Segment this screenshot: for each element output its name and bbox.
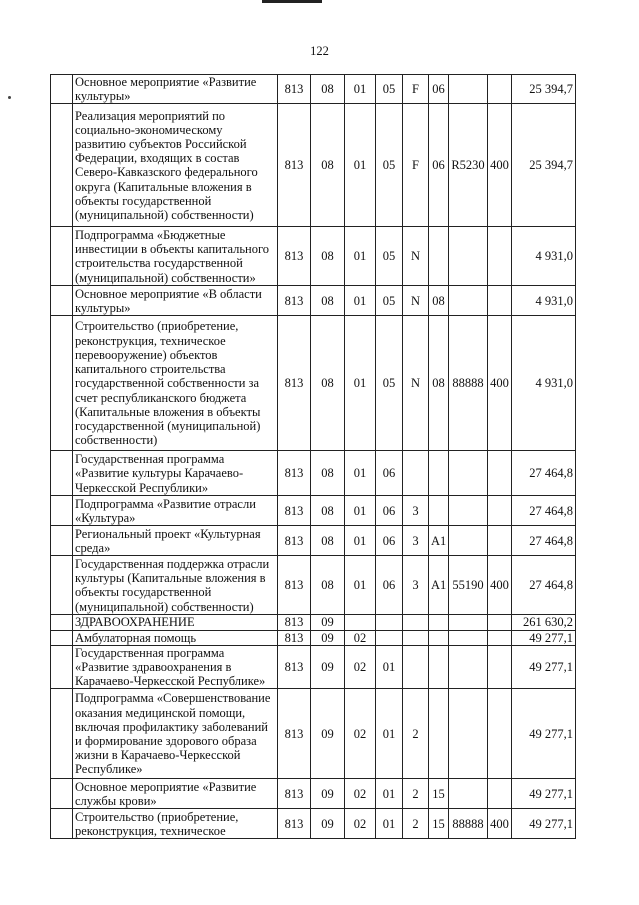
- expense-type-cell: [488, 227, 512, 286]
- amount-cell: 25 394,7: [512, 104, 576, 227]
- expense-type-cell: 400: [488, 316, 512, 451]
- event-cell: 08: [429, 316, 449, 451]
- subprogram-cell: F: [403, 104, 429, 227]
- section-cell: 09: [311, 809, 345, 839]
- expense-type-cell: [488, 615, 512, 630]
- amount-cell: 27 464,8: [512, 496, 576, 526]
- program-cell: 05: [376, 227, 403, 286]
- blank-cell: [51, 779, 73, 809]
- blank-cell: [51, 556, 73, 615]
- subsection-cell: 01: [345, 104, 376, 227]
- direction-cell: [449, 227, 488, 286]
- item-name-cell: Государственная программа «Развитие культуры Карачаево-Черкесской Республики»: [73, 451, 278, 496]
- item-name-cell: Подпрограмма «Совершенствование оказания медицинской помощи, включая профилактику заболеваний и формирование здорового образа жизни в Карачаево-Черкесской Республике»: [73, 689, 278, 779]
- expense-type-cell: [488, 645, 512, 689]
- program-cell: 01: [376, 809, 403, 839]
- blank-cell: [51, 630, 73, 645]
- amount-cell: 49 277,1: [512, 645, 576, 689]
- expense-type-cell: [488, 451, 512, 496]
- subprogram-cell: 2: [403, 809, 429, 839]
- subsection-cell: 01: [345, 526, 376, 556]
- grbs-cell: 813: [278, 316, 311, 451]
- table-row: [51, 645, 576, 689]
- scan-mark: [262, 0, 322, 3]
- subsection-cell: 01: [345, 286, 376, 316]
- subprogram-cell: N: [403, 227, 429, 286]
- program-cell: [376, 630, 403, 645]
- section-cell: 09: [311, 689, 345, 779]
- table-row: [51, 75, 576, 104]
- amount-cell: 27 464,8: [512, 451, 576, 496]
- direction-cell: [449, 645, 488, 689]
- event-cell: [429, 645, 449, 689]
- event-cell: [429, 496, 449, 526]
- item-name-cell: Строительство (приобретение, реконструкция, техническое: [73, 809, 278, 839]
- subsection-cell: [345, 615, 376, 630]
- section-cell: 09: [311, 630, 345, 645]
- table-row: [51, 630, 576, 645]
- subprogram-cell: 3: [403, 496, 429, 526]
- program-cell: 01: [376, 779, 403, 809]
- program-cell: 06: [376, 556, 403, 615]
- expense-type-cell: 400: [488, 556, 512, 615]
- expense-type-cell: [488, 630, 512, 645]
- amount-cell: 4 931,0: [512, 316, 576, 451]
- subprogram-cell: F: [403, 75, 429, 104]
- subsection-cell: 01: [345, 316, 376, 451]
- subprogram-cell: N: [403, 316, 429, 451]
- table-row: [51, 227, 576, 286]
- event-cell: 06: [429, 75, 449, 104]
- amount-cell: 49 277,1: [512, 809, 576, 839]
- item-name-cell: Основное мероприятие «Развитие культуры»: [73, 75, 278, 104]
- program-cell: 05: [376, 316, 403, 451]
- subsection-cell: 02: [345, 689, 376, 779]
- amount-cell: 49 277,1: [512, 779, 576, 809]
- item-name-cell: ЗДРАВООХРАНЕНИЕ: [73, 615, 278, 630]
- direction-cell: [449, 75, 488, 104]
- event-cell: [429, 615, 449, 630]
- item-name-cell: Подпрограмма «Бюджетные инвестиции в объекты капитального строительства государственной (муниципальной) собственности»: [73, 227, 278, 286]
- blank-cell: [51, 689, 73, 779]
- event-cell: 08: [429, 286, 449, 316]
- item-name-cell: Амбулаторная помощь: [73, 630, 278, 645]
- section-cell: 08: [311, 286, 345, 316]
- subsection-cell: 01: [345, 227, 376, 286]
- event-cell: [429, 227, 449, 286]
- event-cell: 15: [429, 779, 449, 809]
- grbs-cell: 813: [278, 689, 311, 779]
- grbs-cell: 813: [278, 451, 311, 496]
- grbs-cell: 813: [278, 496, 311, 526]
- item-name-cell: Строительство (приобретение, реконструкция, техническое перевооружение) объектов капитального строительства государственной собственности за счет республиканского бюджета (Капитальные вложения в объекты государственной (муниципальной) собственности): [73, 316, 278, 451]
- subprogram-cell: 2: [403, 779, 429, 809]
- event-cell: [429, 451, 449, 496]
- subsection-cell: 02: [345, 809, 376, 839]
- grbs-cell: 813: [278, 556, 311, 615]
- direction-cell: 88888: [449, 316, 488, 451]
- expense-type-cell: [488, 526, 512, 556]
- event-cell: A1: [429, 556, 449, 615]
- table-row: [51, 286, 576, 316]
- direction-cell: 88888: [449, 809, 488, 839]
- table-row: [51, 689, 576, 779]
- grbs-cell: 813: [278, 645, 311, 689]
- direction-cell: [449, 496, 488, 526]
- event-cell: 06: [429, 104, 449, 227]
- grbs-cell: 813: [278, 227, 311, 286]
- table-row: [51, 451, 576, 496]
- section-cell: 08: [311, 556, 345, 615]
- subsection-cell: 01: [345, 556, 376, 615]
- subprogram-cell: [403, 451, 429, 496]
- section-cell: 08: [311, 227, 345, 286]
- expense-type-cell: 400: [488, 104, 512, 227]
- section-cell: 08: [311, 496, 345, 526]
- grbs-cell: 813: [278, 630, 311, 645]
- subprogram-cell: N: [403, 286, 429, 316]
- program-cell: 06: [376, 451, 403, 496]
- grbs-cell: 813: [278, 75, 311, 104]
- amount-cell: 261 630,2: [512, 615, 576, 630]
- item-name-cell: Основное мероприятие «Развитие службы крови»: [73, 779, 278, 809]
- expense-type-cell: 400: [488, 809, 512, 839]
- program-cell: 05: [376, 75, 403, 104]
- event-cell: [429, 630, 449, 645]
- program-cell: 05: [376, 286, 403, 316]
- event-cell: [429, 689, 449, 779]
- direction-cell: [449, 689, 488, 779]
- blank-cell: [51, 104, 73, 227]
- expense-type-cell: [488, 779, 512, 809]
- direction-cell: [449, 630, 488, 645]
- amount-cell: 4 931,0: [512, 286, 576, 316]
- subsection-cell: 02: [345, 645, 376, 689]
- direction-cell: [449, 451, 488, 496]
- blank-cell: [51, 496, 73, 526]
- table-row: [51, 316, 576, 451]
- section-cell: 08: [311, 104, 345, 227]
- blank-cell: [51, 526, 73, 556]
- amount-cell: 27 464,8: [512, 526, 576, 556]
- blank-cell: [51, 75, 73, 104]
- section-cell: 08: [311, 526, 345, 556]
- grbs-cell: 813: [278, 104, 311, 227]
- budget-table: [50, 74, 576, 839]
- program-cell: 05: [376, 104, 403, 227]
- direction-cell: [449, 526, 488, 556]
- amount-cell: 49 277,1: [512, 689, 576, 779]
- item-name-cell: Региональный проект «Культурная среда»: [73, 526, 278, 556]
- grbs-cell: 813: [278, 526, 311, 556]
- table-row: [51, 104, 576, 227]
- subprogram-cell: [403, 615, 429, 630]
- program-cell: 01: [376, 689, 403, 779]
- section-cell: 08: [311, 75, 345, 104]
- direction-cell: [449, 286, 488, 316]
- table-row: [51, 556, 576, 615]
- program-cell: 06: [376, 496, 403, 526]
- program-cell: 06: [376, 526, 403, 556]
- direction-cell: R5230: [449, 104, 488, 227]
- direction-cell: 55190: [449, 556, 488, 615]
- scan-dot: [8, 96, 11, 99]
- subprogram-cell: 2: [403, 689, 429, 779]
- blank-cell: [51, 615, 73, 630]
- blank-cell: [51, 286, 73, 316]
- amount-cell: 25 394,7: [512, 75, 576, 104]
- grbs-cell: 813: [278, 779, 311, 809]
- event-cell: 15: [429, 809, 449, 839]
- subsection-cell: 01: [345, 451, 376, 496]
- section-cell: 08: [311, 316, 345, 451]
- blank-cell: [51, 451, 73, 496]
- blank-cell: [51, 316, 73, 451]
- item-name-cell: Реализация мероприятий по социально-экономическому развитию субъектов Российской Федерации, входящих в состав Северо-Кавказского федерального округа (Капитальные вложения в объекты государственной (муниципальной) собственности): [73, 104, 278, 227]
- blank-cell: [51, 645, 73, 689]
- amount-cell: 49 277,1: [512, 630, 576, 645]
- page-number: 122: [310, 44, 329, 58]
- table-row: [51, 526, 576, 556]
- direction-cell: [449, 615, 488, 630]
- expense-type-cell: [488, 496, 512, 526]
- grbs-cell: 813: [278, 809, 311, 839]
- grbs-cell: 813: [278, 615, 311, 630]
- amount-cell: 27 464,8: [512, 556, 576, 615]
- expense-type-cell: [488, 75, 512, 104]
- amount-cell: 4 931,0: [512, 227, 576, 286]
- item-name-cell: Государственная поддержка отрасли культуры (Капитальные вложения в объекты государственной (муниципальной) собственности): [73, 556, 278, 615]
- blank-cell: [51, 809, 73, 839]
- subsection-cell: 02: [345, 779, 376, 809]
- item-name-cell: Основное мероприятие «В области культуры»: [73, 286, 278, 316]
- subprogram-cell: [403, 645, 429, 689]
- program-cell: [376, 615, 403, 630]
- table-row: [51, 496, 576, 526]
- section-cell: 09: [311, 645, 345, 689]
- table-row: [51, 779, 576, 809]
- program-cell: 01: [376, 645, 403, 689]
- subsection-cell: 01: [345, 496, 376, 526]
- item-name-cell: Подпрограмма «Развитие отрасли «Культура»: [73, 496, 278, 526]
- section-cell: 09: [311, 779, 345, 809]
- table-row: [51, 809, 576, 839]
- subsection-cell: 01: [345, 75, 376, 104]
- section-cell: 09: [311, 615, 345, 630]
- subprogram-cell: 3: [403, 526, 429, 556]
- event-cell: A1: [429, 526, 449, 556]
- subprogram-cell: 3: [403, 556, 429, 615]
- table-row: [51, 615, 576, 630]
- subsection-cell: 02: [345, 630, 376, 645]
- expense-type-cell: [488, 286, 512, 316]
- item-name-cell: Государственная программа «Развитие здравоохранения в Карачаево-Черкесской Республике»: [73, 645, 278, 689]
- expense-type-cell: [488, 689, 512, 779]
- grbs-cell: 813: [278, 286, 311, 316]
- direction-cell: [449, 779, 488, 809]
- subprogram-cell: [403, 630, 429, 645]
- blank-cell: [51, 227, 73, 286]
- section-cell: 08: [311, 451, 345, 496]
